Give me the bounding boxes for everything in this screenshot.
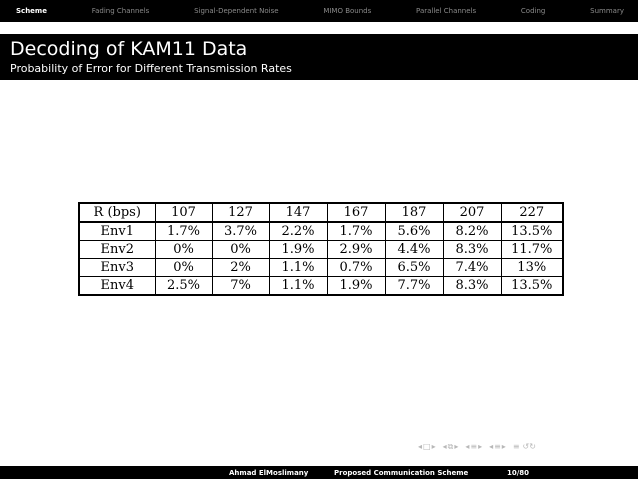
table-header-row [79, 203, 563, 222]
table-header-cell: 167 [327, 203, 385, 222]
align-icon[interactable]: ≡ [512, 442, 520, 451]
footer-bar [0, 466, 638, 479]
table-header-cell: 227 [501, 203, 563, 222]
frame-nav-group [418, 440, 436, 454]
table-cell: Env4 [79, 277, 155, 296]
table-row [79, 222, 563, 241]
section-nav-group [465, 440, 482, 454]
subframe-next-icon[interactable]: ▸ [454, 442, 459, 451]
table-cell: Env3 [79, 259, 155, 277]
table-cell: 7% [212, 277, 269, 296]
footer-presentation-title: Proposed Communication Scheme [334, 468, 469, 477]
nav-item-summary[interactable]: Summary [590, 7, 624, 15]
subframe-icon[interactable]: ⧉ [447, 442, 454, 451]
table-cell: 4.4% [385, 241, 443, 259]
search-back-forward-icon[interactable]: ↺↻ [522, 442, 536, 451]
table-cell: 1.7% [155, 222, 212, 241]
slide-title-bar [0, 34, 638, 80]
error-rate-table [78, 202, 564, 296]
table-header-cell: 187 [385, 203, 443, 222]
nav-item-parallel-channels[interactable]: Parallel Channels [416, 7, 477, 15]
table-cell: 8.3% [443, 277, 501, 296]
table-header-cell: 107 [155, 203, 212, 222]
subsection-next-icon[interactable]: ▸ [501, 442, 506, 451]
table-cell: 1.1% [269, 277, 327, 296]
nav-item-coding[interactable]: Coding [520, 7, 546, 15]
table-header-cell: 147 [269, 203, 327, 222]
table-cell: 2% [212, 259, 269, 277]
frame-prev-icon[interactable]: ◂ [418, 442, 423, 451]
table-cell: 11.7% [501, 241, 563, 259]
slide-title: Decoding of KAM11 Data [10, 38, 248, 60]
table-cell: 7.7% [385, 277, 443, 296]
slide-subtitle: Probability of Error for Different Transmission Rates [10, 62, 292, 75]
section-next-icon[interactable]: ▸ [478, 442, 483, 451]
subsection-icon[interactable]: ≡ [494, 442, 501, 451]
subsection-nav-group [489, 440, 506, 454]
table-cell: 1.9% [269, 241, 327, 259]
table-cell: 7.4% [443, 259, 501, 277]
table-cell: 1.1% [269, 259, 327, 277]
error-rate-table-container [78, 202, 564, 296]
table-cell: 8.3% [443, 241, 501, 259]
frame-icon[interactable]: □ [423, 442, 431, 451]
subframe-prev-icon[interactable]: ◂ [442, 442, 447, 451]
table-cell: 0% [155, 241, 212, 259]
table-cell: 0% [212, 241, 269, 259]
table-header-cell: 207 [443, 203, 501, 222]
footer-author: Ahmad ElMoslimany [229, 468, 309, 477]
section-icon[interactable]: ≡ [470, 442, 478, 451]
nav-item-scheme[interactable]: Scheme [16, 7, 47, 15]
frame-next-icon[interactable]: ▸ [431, 442, 436, 451]
table-cell: Env2 [79, 241, 155, 259]
table-cell: 1.9% [327, 277, 385, 296]
table-cell: Env1 [79, 222, 155, 241]
table-row [79, 277, 563, 296]
table-cell: 2.9% [327, 241, 385, 259]
table-cell: 3.7% [212, 222, 269, 241]
table-header-cell: R (bps) [79, 203, 155, 222]
table-cell: 0.7% [327, 259, 385, 277]
table-row [79, 259, 563, 277]
subframe-nav-group [443, 440, 459, 454]
table-cell: 8.2% [443, 222, 501, 241]
nav-item-fading-channels[interactable]: Fading Channels [91, 7, 150, 15]
table-header-cell: 127 [212, 203, 269, 222]
table-cell: 1.7% [327, 222, 385, 241]
nav-item-mimo-bounds[interactable]: MIMO Bounds [323, 7, 372, 15]
footer-page-number: 10/80 [507, 468, 530, 477]
top-navigation-bar [0, 0, 638, 22]
table-cell: 0% [155, 259, 212, 277]
table-cell: 5.6% [385, 222, 443, 241]
table-cell: 6.5% [385, 259, 443, 277]
nav-item-signal-dependent-noise[interactable]: Signal-Dependent Noise [194, 7, 279, 15]
table-cell: 13.5% [501, 277, 563, 296]
table-cell: 13% [501, 259, 563, 277]
table-row [79, 241, 563, 259]
table-cell: 13.5% [501, 222, 563, 241]
table-cell: 2.2% [269, 222, 327, 241]
subsection-prev-icon[interactable]: ◂ [489, 442, 494, 451]
beamer-navigation-symbols [418, 440, 628, 454]
section-prev-icon[interactable]: ◂ [465, 442, 470, 451]
table-cell: 2.5% [155, 277, 212, 296]
